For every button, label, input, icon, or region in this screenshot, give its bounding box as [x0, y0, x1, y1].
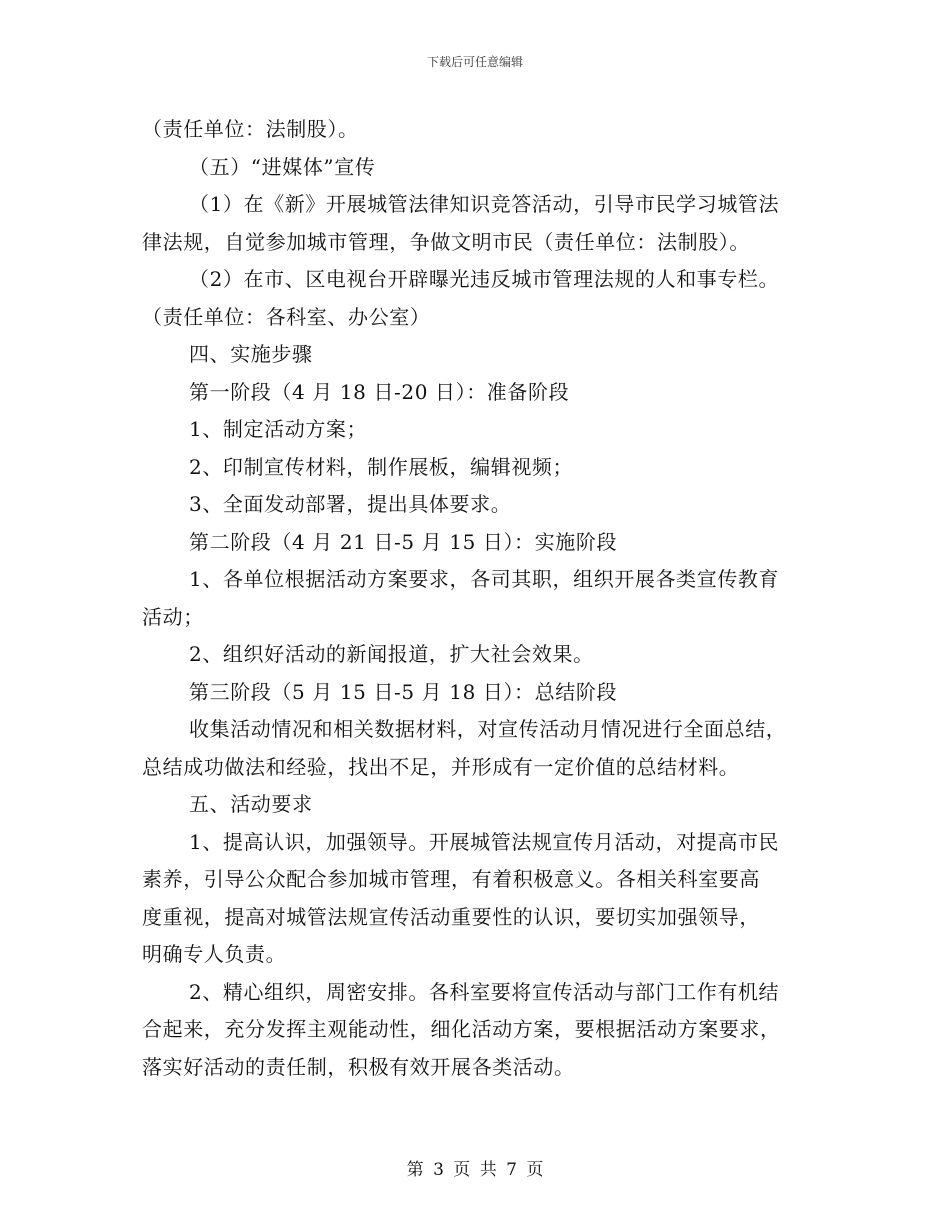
section-heading: 五、活动要求	[189, 792, 313, 816]
text-line: 收集活动情况和相关数据材料，对宣传活动月情况进行全面总结，	[189, 717, 787, 741]
text-line: （责任单位：法制股）。	[142, 117, 359, 141]
text-line: 素养，引导公众配合参加城市管理，有着积极意义。各相关科室要高	[142, 867, 760, 891]
text-line: 律法规，自觉参加城市管理，争做文明市民（责任单位：法制股）。	[142, 229, 750, 254]
list-item: 2、精心组织，周密安排。各科室要将宣传活动与部门工作有机结	[189, 979, 780, 1004]
list-item: 3、全面发动部署，提出具体要求。	[189, 492, 512, 516]
stage-heading: 第三阶段（5 月 15 日-5 月 18 日）：总结阶段	[189, 679, 618, 704]
page-header: 下载后可任意编辑	[426, 55, 523, 69]
list-item: 1、制定活动方案；	[189, 417, 368, 441]
text-line: 落实好活动的责任制，积极有效开展各类活动。	[142, 1054, 575, 1079]
stage-heading: 第二阶段（4 月 21 日-5 月 15 日）：实施阶段	[189, 529, 618, 554]
text-line: （2）在市、区电视台开辟曝光违反城市管理法规的人和事专栏。	[189, 267, 780, 291]
text-line: 明确专人负责。	[142, 942, 287, 966]
text-line: （责任单位：各科室、办公室）	[142, 304, 431, 329]
text-line: 活动；	[142, 604, 204, 629]
text-line: 合起来，充分发挥主观能动性，细化活动方案，要根据活动方案要求，	[142, 1017, 781, 1041]
text-line: 总结成功做法和经验，找出不足，并形成有一定价值的总结材料。	[142, 754, 740, 779]
list-item: 1、提高认识，加强领导。开展城管法规宣传月活动，对提高市民	[189, 829, 780, 854]
document-body	[142, 111, 807, 1086]
list-item: 2、印制宣传材料，制作展板，编辑视频；	[189, 454, 574, 479]
list-item: 1、各单位根据活动方案要求，各司其职，组织开展各类宣传教育	[189, 567, 780, 591]
text-line: 度重视，提高对城管法规宣传活动重要性的认识，要切实加强领导，	[142, 904, 760, 929]
stage-heading: 第一阶段（4 月 18 日-20 日）：准备阶段	[189, 379, 570, 404]
page-number: 第 3 页 共 7 页	[406, 1160, 544, 1180]
text-line: （1）在《新》开展城管法律知识竞答活动，引导市民学习城管法	[189, 192, 780, 216]
section-heading: （五）“进媒体”宣传	[189, 154, 376, 179]
section-heading: 四、实施步骤	[189, 342, 313, 366]
list-item: 2、组织好活动的新闻报道，扩大社会效果。	[189, 642, 594, 666]
